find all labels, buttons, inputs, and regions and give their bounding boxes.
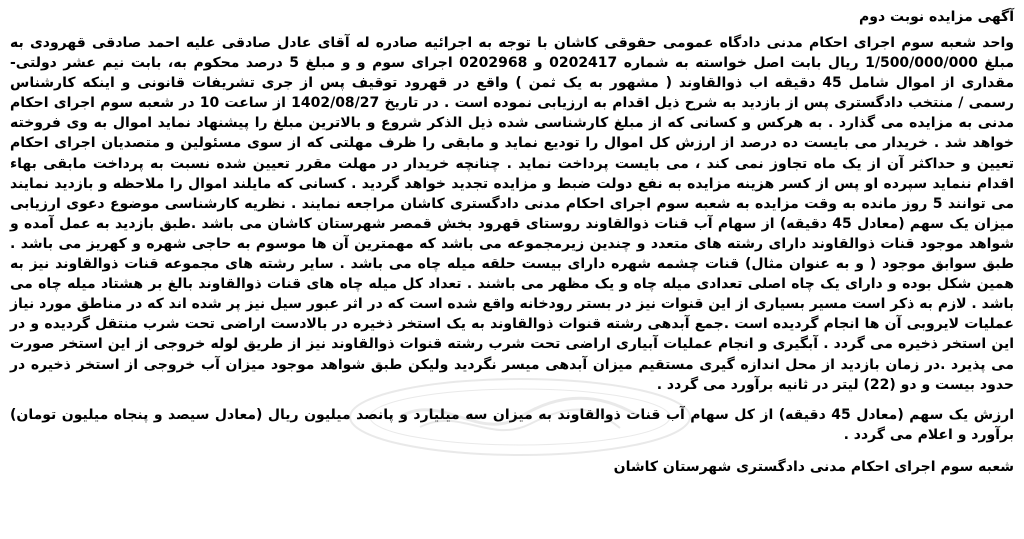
notice-body: واحد شعبه سوم اجرای احکام مدنی دادگاه عمومی حقوقی کاشان با توجه به اجرائیه صادره له آقای عادل صادقی علیه احمد صادقی قهرودی به مبلغ 1/500/000/000 ریال بابت اصل خواسته به شماره 0202417 و 0202968 اجرای سوم و و مبلغ 5 درصد محکوم به، بابت نیم عشر دولتی- مقداری از اموال شامل 45 دقیقه اب ذوالقاوند ( مشهور به یک ثمن ) واقع در قهرود توقیف پس از جری تشریفات قانونی و اینکه کارشناس رسمی / منتخب دادگستری پس از بازدید به شرح ذیل اقدام به ارزیابی نموده است . در تاریخ 1402/08/27 از ساعت 10 در شعبه سوم اجرای احکام مدنی به مزایده می گذارد . به هرکس و کسانی که از مبلغ کارشناسی شده ذیل الذکر شروع و بالاترین مبلغ را پیشنهاد نماید اموال به وی فروخته خواهد شد . خریدار می بایست ده درصد از ارزش کل اموال را تودیع نماید و مابقی را ظرف مهلتی که از سوی مسئولین و متصدیان اجرای احکام تعیین و حداکثر آن از یک ماه تجاوز نمی کند ، می بایست پرداخت نماید . چنانچه خریدار در مهلت مقرر تعیین شده نسبت به پرداخت مابقی بهاء اقدام ننماید سپرده او پس از کسر هزینه مزایده به نفع دولت ضبط و مزایده تجدید خواهد گردید . کسانی که مایلند اموال را ملاحظه و بازدید نمایند می توانند 5 روز مانده به وقت مزایده به شعبه سوم اجرای احکام مدنی دادگستری کاشان مراجعه نمایند . نظریه کارشناسی موضوع دعوی ارزیابی میزان یک سهم (معادل 45 دقیقه) از سهام آب قنات ذوالقاوند روستای قهرود بخش قمصر شهرستان کاشان می باشد .طبق بازدید به عمل آمده و شواهد موجود قنات ذوالقاوند دارای رشته های متعدد و چندین زیرمجموعه می باشد که مهمترین آن ها موسوم به حاجی شهره و کهریز می باشد . طبق سوابق موجود ( و به عنوان مثال) قنات چشمه شهره دارای بیست حلقه میله چاه می باشد . سایر رشته های مجموعه قنات ذوالقاوند نیز به همین شکل بوده و دارای یک چاه اصلی تعدادی میله چاه و یک مظهر می باشند . تعداد کل میله چاه های قنات ذوالقاوند بالغ بر هشتاد میله چاه می باشد . لازم به ذکر است مسیر بسیاری از این قنوات نیز در بستر رودخانه واقع شده است که در اثر عبور سیل نیز پر شده اند که در مناطق مورد نیاز عملیات لایروبی آن ها انجام گردیده است .جمع آبدهی رشته قنوات ذوالقاوند به یک استخر ذخیره در بالادست اراضی تحت شرب منتقل گردیده و در این استخر ذخیره می گردد . آبگیری و انجام عملیات آبیاری اراضی تحت شرب رشته قنوات ذوالقاوند نیز از طریق لوله خروجی از این استخر صورت می پذیرد .در زمان بازدید از محل اندازه گیری مستقیم میزان آبدهی میسر نگردید ولیکن طبق شواهد موجود میزان آب خروجی از استخر ذخیره در حدود بیست و دو (22) لیتر در ثانیه برآورد می گردد .: [9, 35, 1015, 393]
notice-title: آگهی مزایده نوبت دوم: [858, 9, 1014, 25]
notice-valuation: ارزش یک سهم (معادل 45 دقیقه) از کل سهام آب قنات ذوالقاوند به میزان سه میلیارد و پانصد میلیون ریال (معادل سیصد و پنجاه میلیون تومان) برآورد و اعلام می گردد .: [10, 406, 1014, 443]
notice-signature: شعبه سوم اجرای احکام مدنی دادگستری شهرستان کاشان: [613, 458, 1014, 475]
